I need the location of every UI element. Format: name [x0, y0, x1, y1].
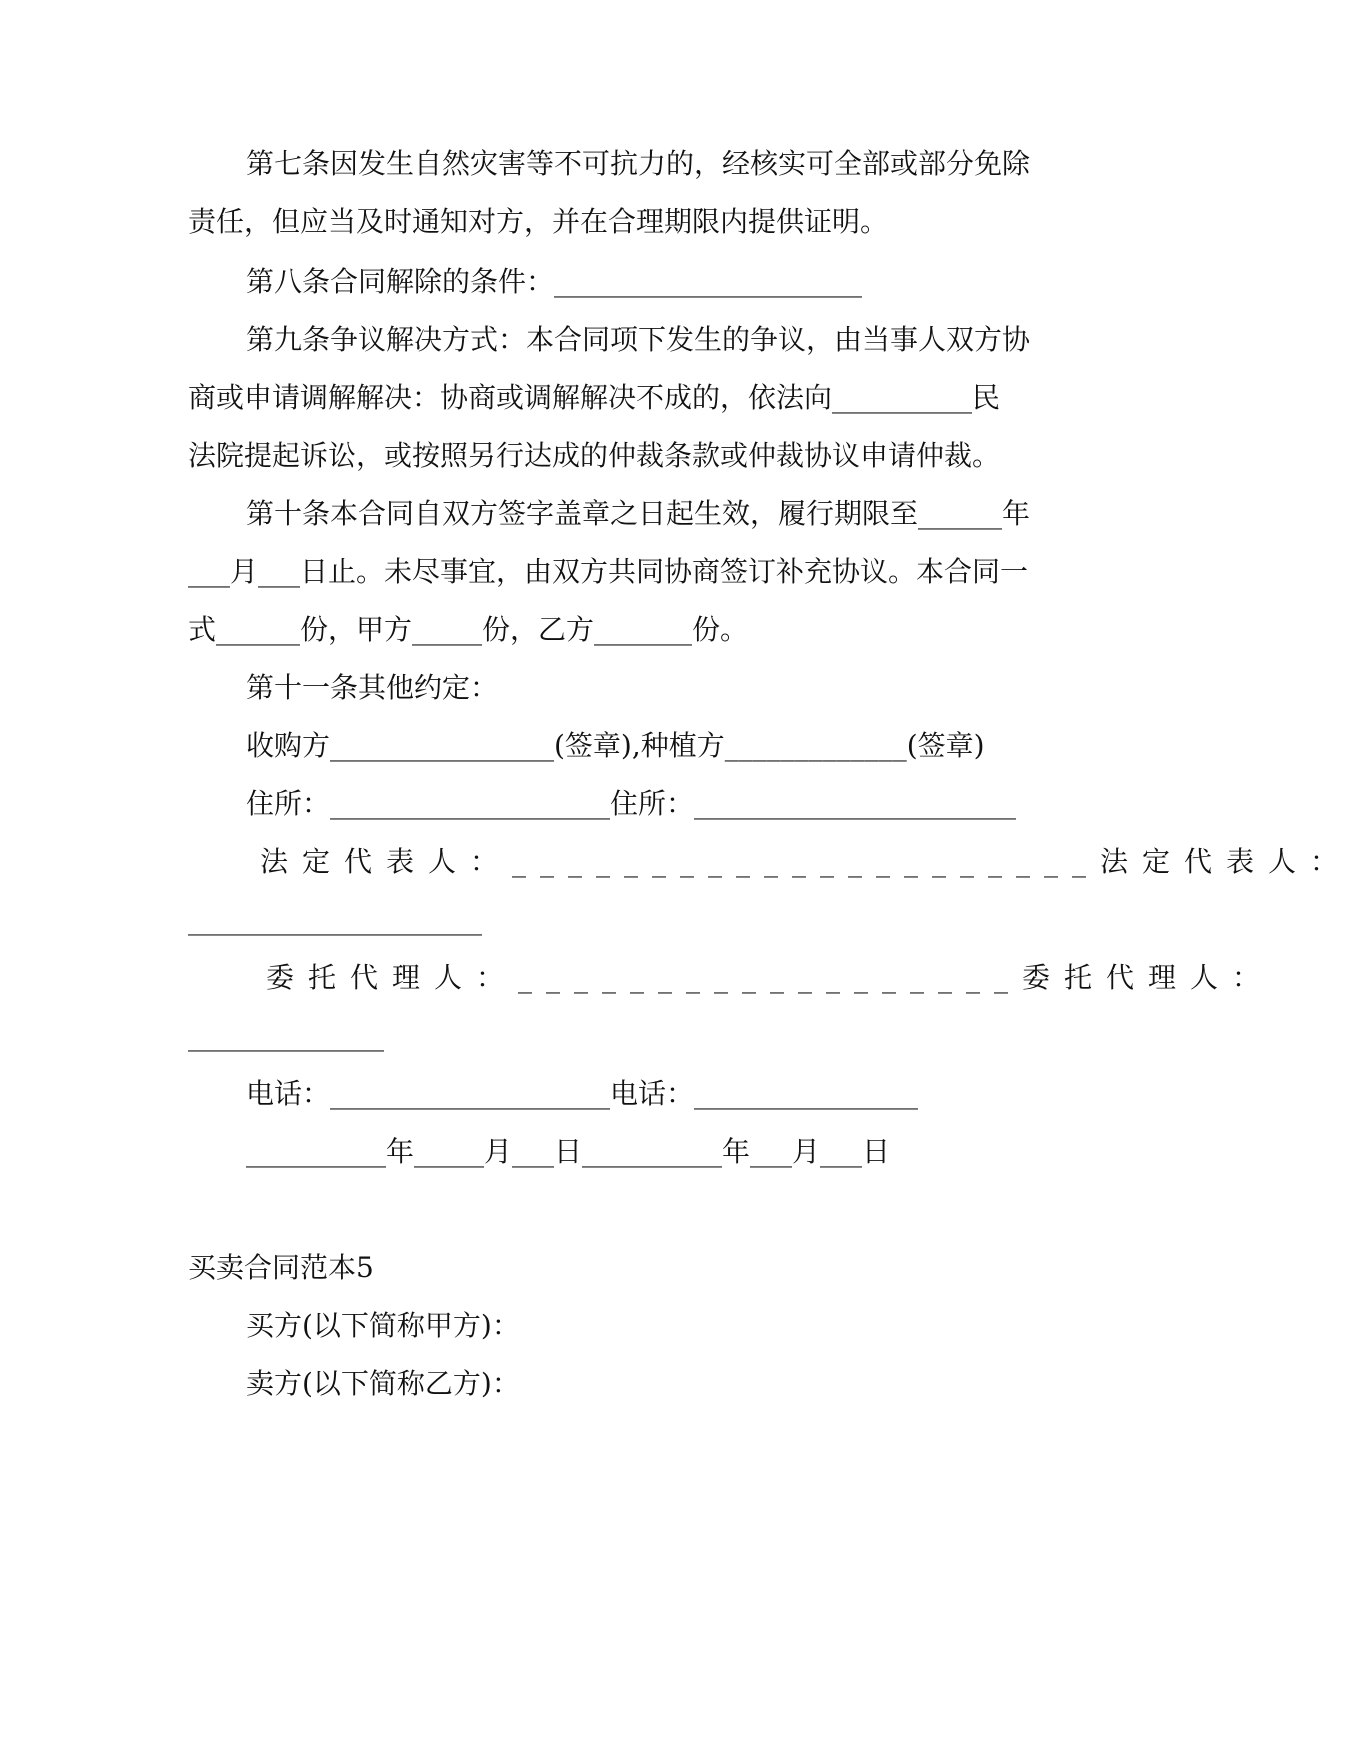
signature-parties-line: 收购方________________(签章),种植方_____________(签章): [246, 729, 985, 762]
article-10-line-2: ___月___日止。未尽事宜，由双方共同协商签订补充协议。本合同一: [188, 555, 1029, 588]
address-line: 住所：____________________住所：_______________________: [246, 787, 1017, 820]
article-9-line-3: 法院提起诉讼，或按照另行达成的仲裁条款或仲裁协议申请仲裁。: [188, 439, 1001, 472]
buyer-line: 买方(以下简称甲方)：: [246, 1309, 520, 1342]
legal-representative-line: 法定代表人：_____________________法定代表人：: [260, 845, 1352, 878]
article-11-line: 第十一条其他约定：: [246, 671, 499, 704]
phone-line: 电话：____________________电话：________________: [246, 1077, 919, 1110]
seller-line: 卖方(以下简称乙方)：: [246, 1367, 520, 1400]
legal-representative-blank: _____________________: [188, 903, 482, 936]
article-10-line-1: 第十条本合同自双方签字盖章之日起生效，履行期限至______年: [246, 497, 1031, 530]
article-7-line-2: 责任，但应当及时通知对方，并在合理期限内提供证明。: [188, 205, 889, 238]
authorized-agent-blank: ______________: [188, 1019, 384, 1052]
authorized-agent-line: 委托代理人：__________________委托代理人：: [266, 961, 1275, 994]
article-9-line-1: 第九条争议解决方式：本合同项下发生的争议，由当事人双方协: [246, 323, 1031, 356]
article-9-line-2: 商或申请调解解决：协商或调解解决不成的，依法向__________民: [188, 381, 1001, 414]
article-10-line-3: 式______份，甲方_____份，乙方_______份。: [188, 613, 749, 646]
article-7-line-1: 第七条因发生自然灾害等不可抗力的，经核实可全部或部分免除: [246, 147, 1031, 180]
article-8-line: 第八条合同解除的条件：______________________: [246, 265, 863, 298]
date-line: __________年_____月___日__________年___月___日: [246, 1135, 891, 1168]
contract-template-heading: 买卖合同范本5: [188, 1251, 374, 1284]
